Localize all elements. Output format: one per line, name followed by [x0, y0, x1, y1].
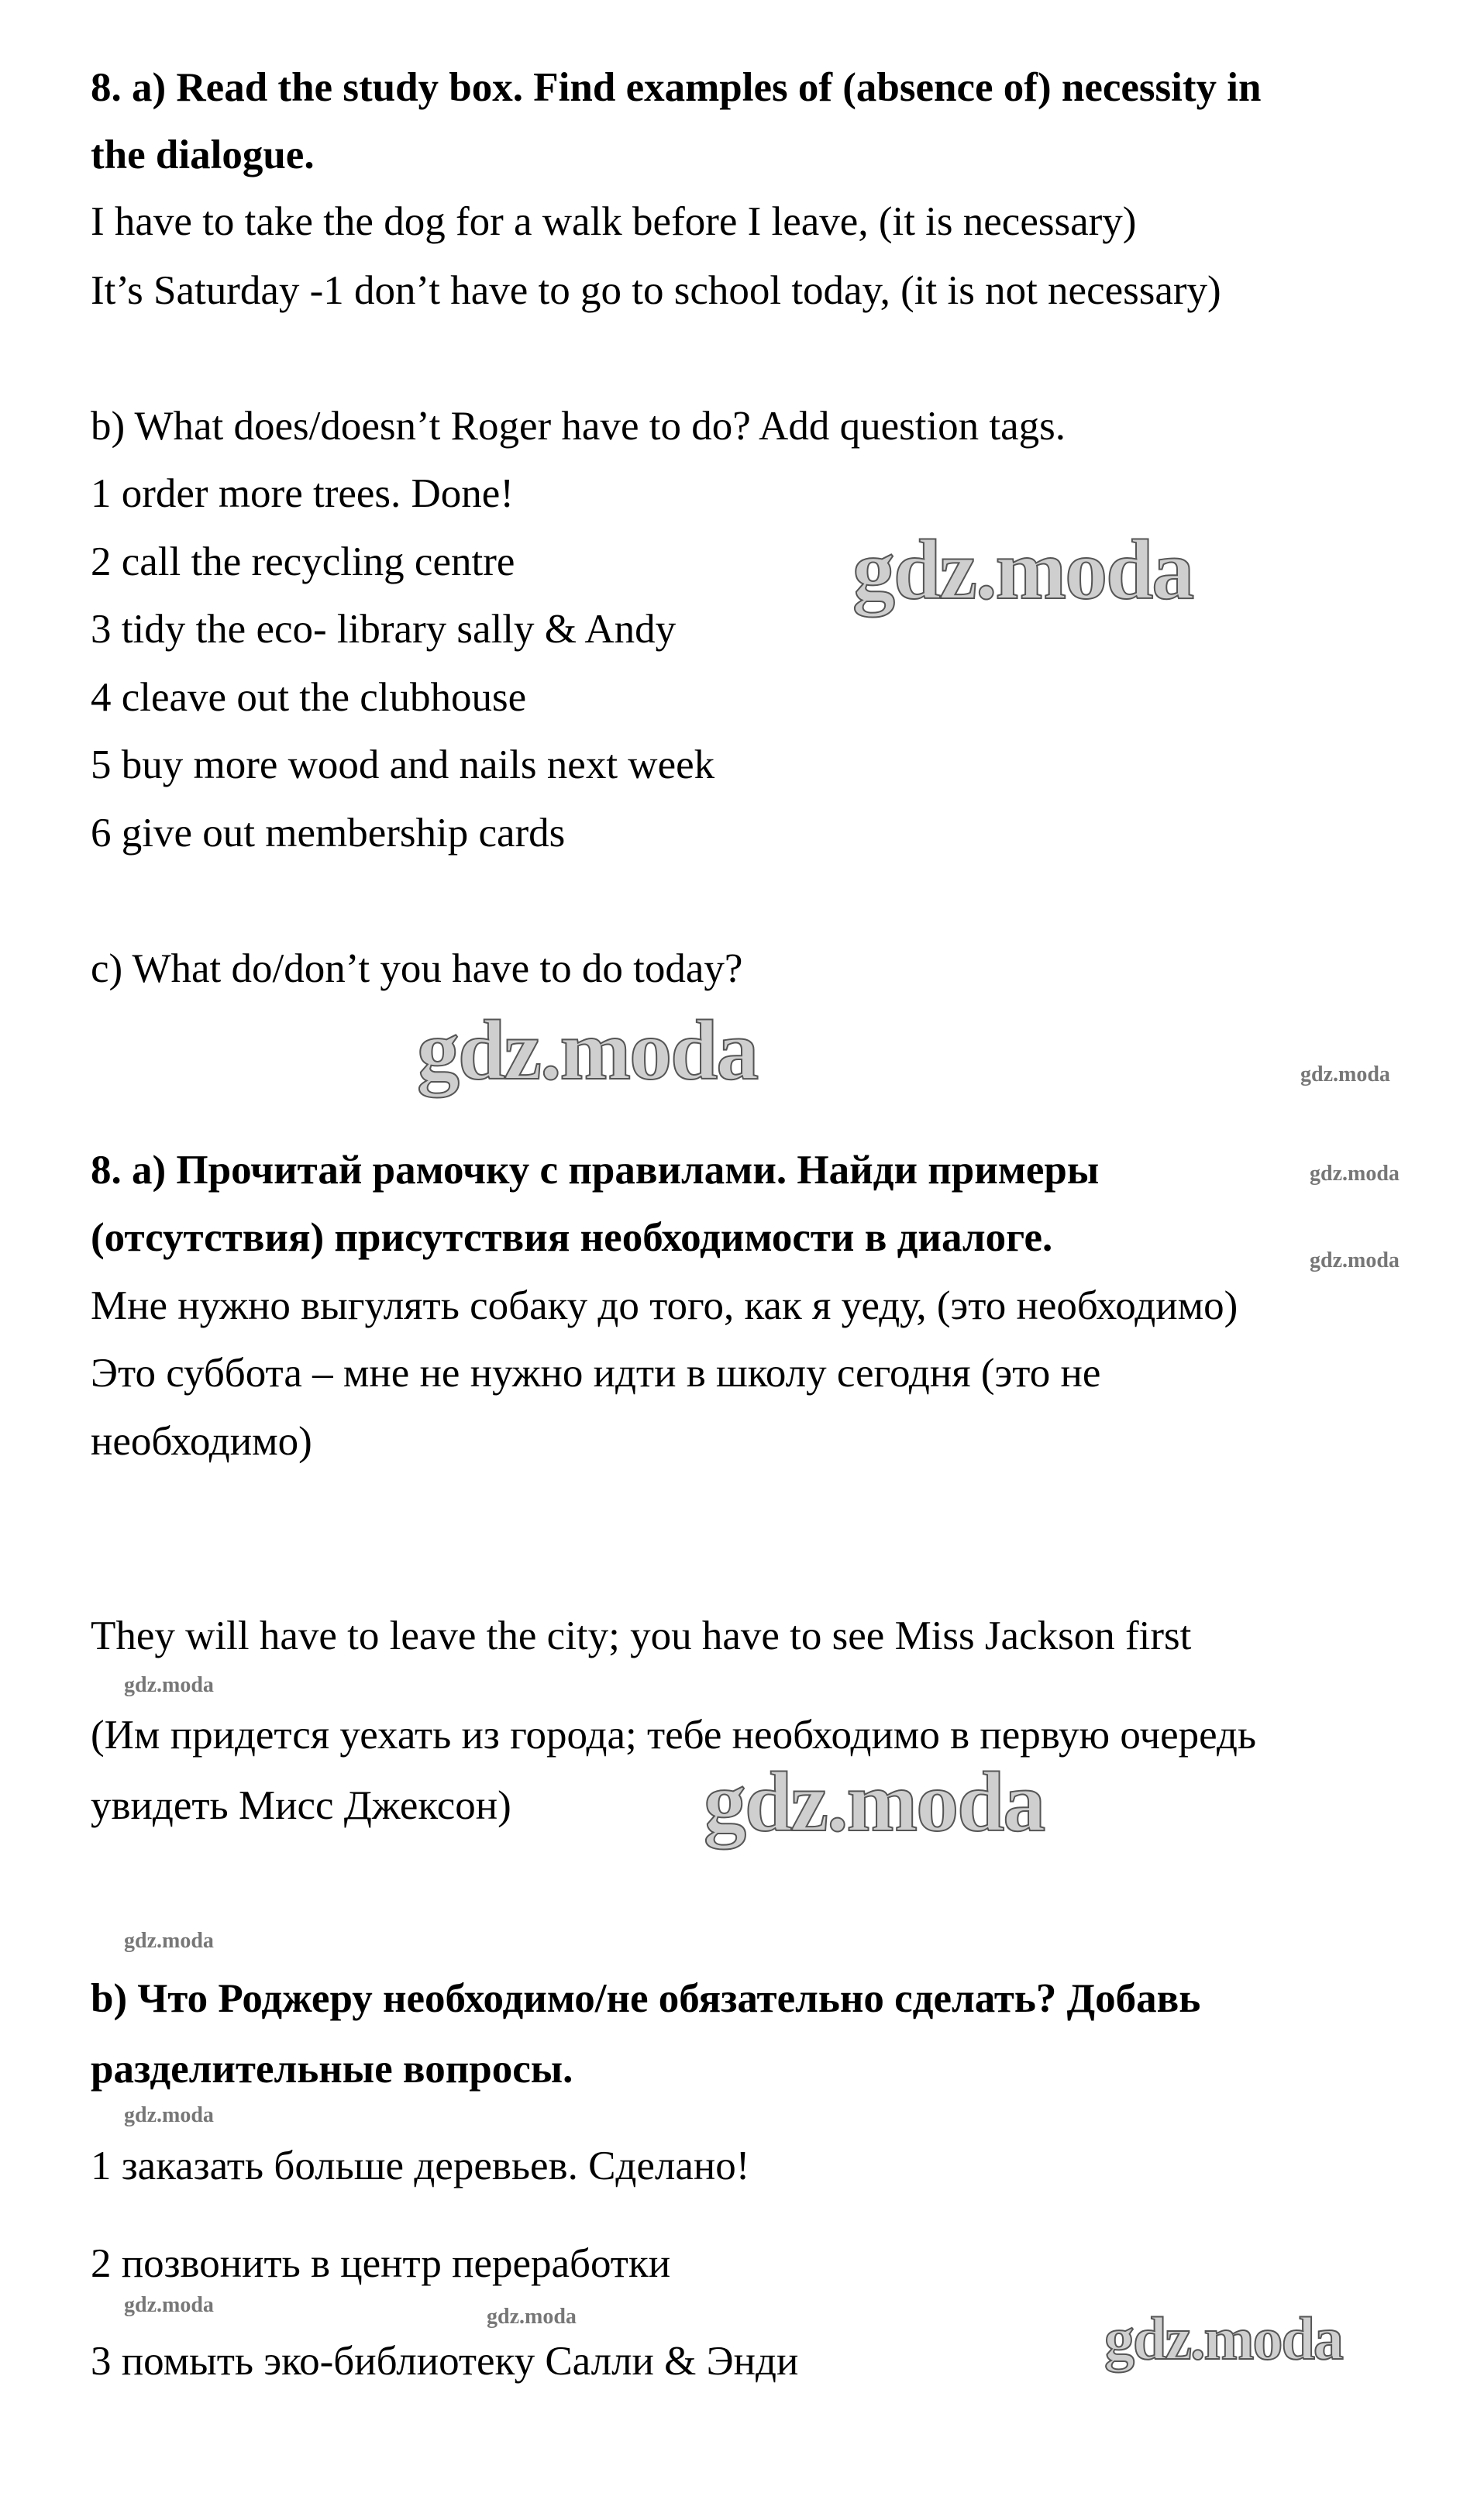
list-item: 2 позвонить в центр переработки	[91, 2241, 671, 2286]
list-item: 3 помыть эко-библиотеку Салли & Энди	[91, 2339, 799, 2384]
heading-a-ru-line2: (отсутствия) присутствия необходимости в диалоге.	[91, 1215, 1053, 1260]
watermark: gdz.moda	[124, 2103, 214, 2127]
list-item: 2 call the recycling centre	[91, 539, 515, 584]
watermark: gdz.moda	[1310, 1248, 1400, 1272]
watermark: gdz.moda	[124, 2293, 214, 2317]
watermark: gdz.moda	[417, 1003, 758, 1097]
list-item: 1 заказать больше деревьев. Сделано!	[91, 2143, 750, 2188]
example-2-ru-cont: необходимо)	[91, 1419, 312, 1464]
watermark: gdz.moda	[1300, 1062, 1390, 1086]
watermark: gdz.moda	[124, 1929, 214, 1953]
heading-b-ru-line2: разделительные вопросы.	[91, 2047, 573, 2092]
heading-b-en: b) What does/doesn’t Roger have to do? Add question tags.	[91, 404, 1066, 449]
list-item: 4 cleave out the clubhouse	[91, 675, 527, 720]
list-item: 5 buy more wood and nails next week	[91, 742, 715, 787]
watermark: gdz.moda	[1104, 2305, 1342, 2372]
heading-c-en: c) What do/don’t you have to do today?	[91, 946, 743, 991]
watermark: gdz.moda	[704, 1754, 1045, 1849]
example-2-en: It’s Saturday -1 don’t have to go to school today, (it is not necessary)	[91, 268, 1221, 313]
list-item: 6 give out membership cards	[91, 811, 566, 856]
list-item: 1 order more trees. Done!	[91, 471, 514, 516]
watermark: gdz.moda	[124, 1673, 214, 1697]
watermark: gdz.moda	[852, 522, 1193, 617]
example-1-en: I have to take the dog for a walk before I leave, (it is necessary)	[91, 199, 1137, 244]
heading-b-ru-line1: b) Что Роджеру необходимо/не обязательно сделать? Добавь	[91, 1976, 1201, 2021]
watermark: gdz.moda	[1310, 1162, 1400, 1186]
list-item: 3 tidy the eco- library sally & Andy	[91, 607, 677, 652]
watermark: gdz.moda	[487, 2305, 577, 2329]
heading-a-en-line2: the dialogue.	[91, 133, 315, 177]
extra-example-ru-line2: увидеть Мисс Джексон)	[91, 1783, 511, 1828]
extra-example-en: They will have to leave the city; you have to see Miss Jackson first	[91, 1613, 1192, 1658]
example-1-ru: Мне нужно выгулять собаку до того, как я уеду, (это необходимо)	[91, 1283, 1238, 1328]
extra-example-ru-line1: (Им придется уехать из города; тебе необходимо в первую очередь	[91, 1713, 1257, 1758]
example-2-ru: Это суббота – мне не нужно идти в школу сегодня (это не	[91, 1351, 1101, 1396]
heading-a-ru-line1: 8. а) Прочитай рамочку с правилами. Найди примеры	[91, 1148, 1100, 1193]
heading-a-en-line1: 8. a) Read the study box. Find examples of (absence of) necessity in	[91, 65, 1262, 110]
